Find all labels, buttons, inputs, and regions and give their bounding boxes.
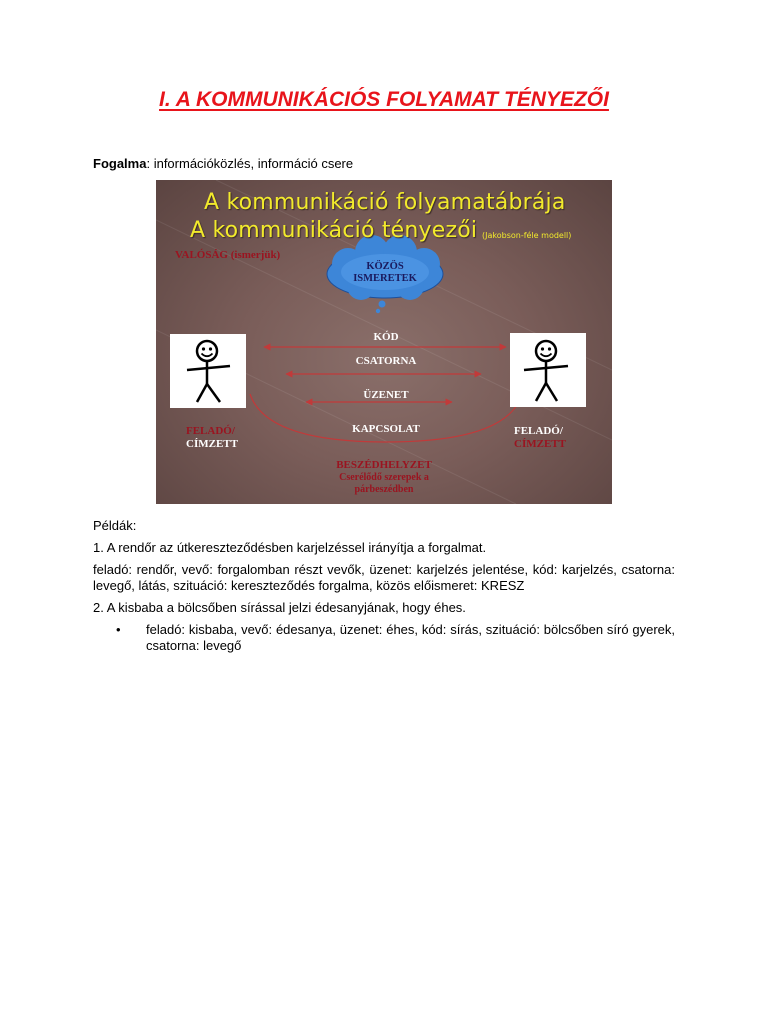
communication-diagram [156, 180, 612, 504]
left-role-line1: FELADÓ/ [186, 425, 235, 437]
right-role-label [514, 425, 566, 451]
example-2: 2. A kisbaba a bölcsőben sírással jelzi édesanyjának, hogy éhes. [93, 600, 466, 615]
example-1-detail: feladó: rendőr, vevő: forgalomban részt vevők, üzenet: karjelzés jelentése, kód: karjelzés, csatorna: levegő, látás, szituáció: kereszteződés forgalma, közös előismeret: KRESZ [93, 562, 675, 593]
left-role-label [186, 425, 238, 451]
code-label: KÓD [373, 331, 399, 343]
stick-figure-icon [510, 333, 586, 407]
examples-section [93, 518, 675, 654]
cloud-label-line1: KÖZÖS [366, 261, 404, 272]
cloud-label-line2: ISMERETEK [353, 273, 417, 284]
roles-caption [306, 472, 462, 496]
right-role-line1: FELADÓ/ [514, 425, 563, 437]
left-role-line2: CÍMZETT [186, 438, 238, 450]
figure-title-line1: A kommunikáció folyamatábrája [204, 190, 566, 215]
reality-label: VALÓSÁG (ismerjük) [175, 249, 281, 261]
channel-label: CSATORNA [355, 355, 417, 367]
definition-separator: : [146, 156, 151, 171]
bullet-icon: • [116, 622, 121, 637]
message-label: ÜZENET [363, 389, 409, 401]
sender-figure-right [510, 333, 586, 407]
definition [93, 156, 353, 171]
roles-caption-line2: párbeszédben [354, 484, 414, 495]
roles-caption-line1: Cserélődő szerepek a [339, 472, 429, 483]
definition-text: információközlés, információ csere [150, 156, 354, 171]
definition-term: Fogalma [93, 156, 147, 171]
right-role-line2: CÍMZETT [514, 438, 566, 450]
model-note: (Jakobson-féle modell) [482, 231, 572, 240]
example-1: 1. A rendőr az útkereszteződésben karjelzéssel irányítja a forgalmat. [93, 540, 487, 555]
figure-title-line2: A kommunikáció tényezői [190, 218, 478, 243]
stick-figure-icon [170, 334, 246, 408]
page-title-text: I. A KOMMUNIKÁCIÓS FOLYAMAT TÉNYEZŐI [159, 88, 609, 111]
examples-heading: Példák: [93, 518, 137, 533]
situation-label: BESZÉDHELYZET [336, 459, 432, 471]
sender-figure-left [170, 334, 246, 408]
example-2-detail: feladó: kisbaba, vevő: édesanya, üzenet: éhes, kód: sírás, szituáció: bölcsőben síró gyerek, csatorna: levegő [146, 622, 675, 653]
contact-label: KAPCSOLAT [352, 423, 420, 435]
example-2-bullet [93, 622, 675, 654]
page-title [0, 88, 768, 112]
cloud-label [345, 261, 425, 285]
